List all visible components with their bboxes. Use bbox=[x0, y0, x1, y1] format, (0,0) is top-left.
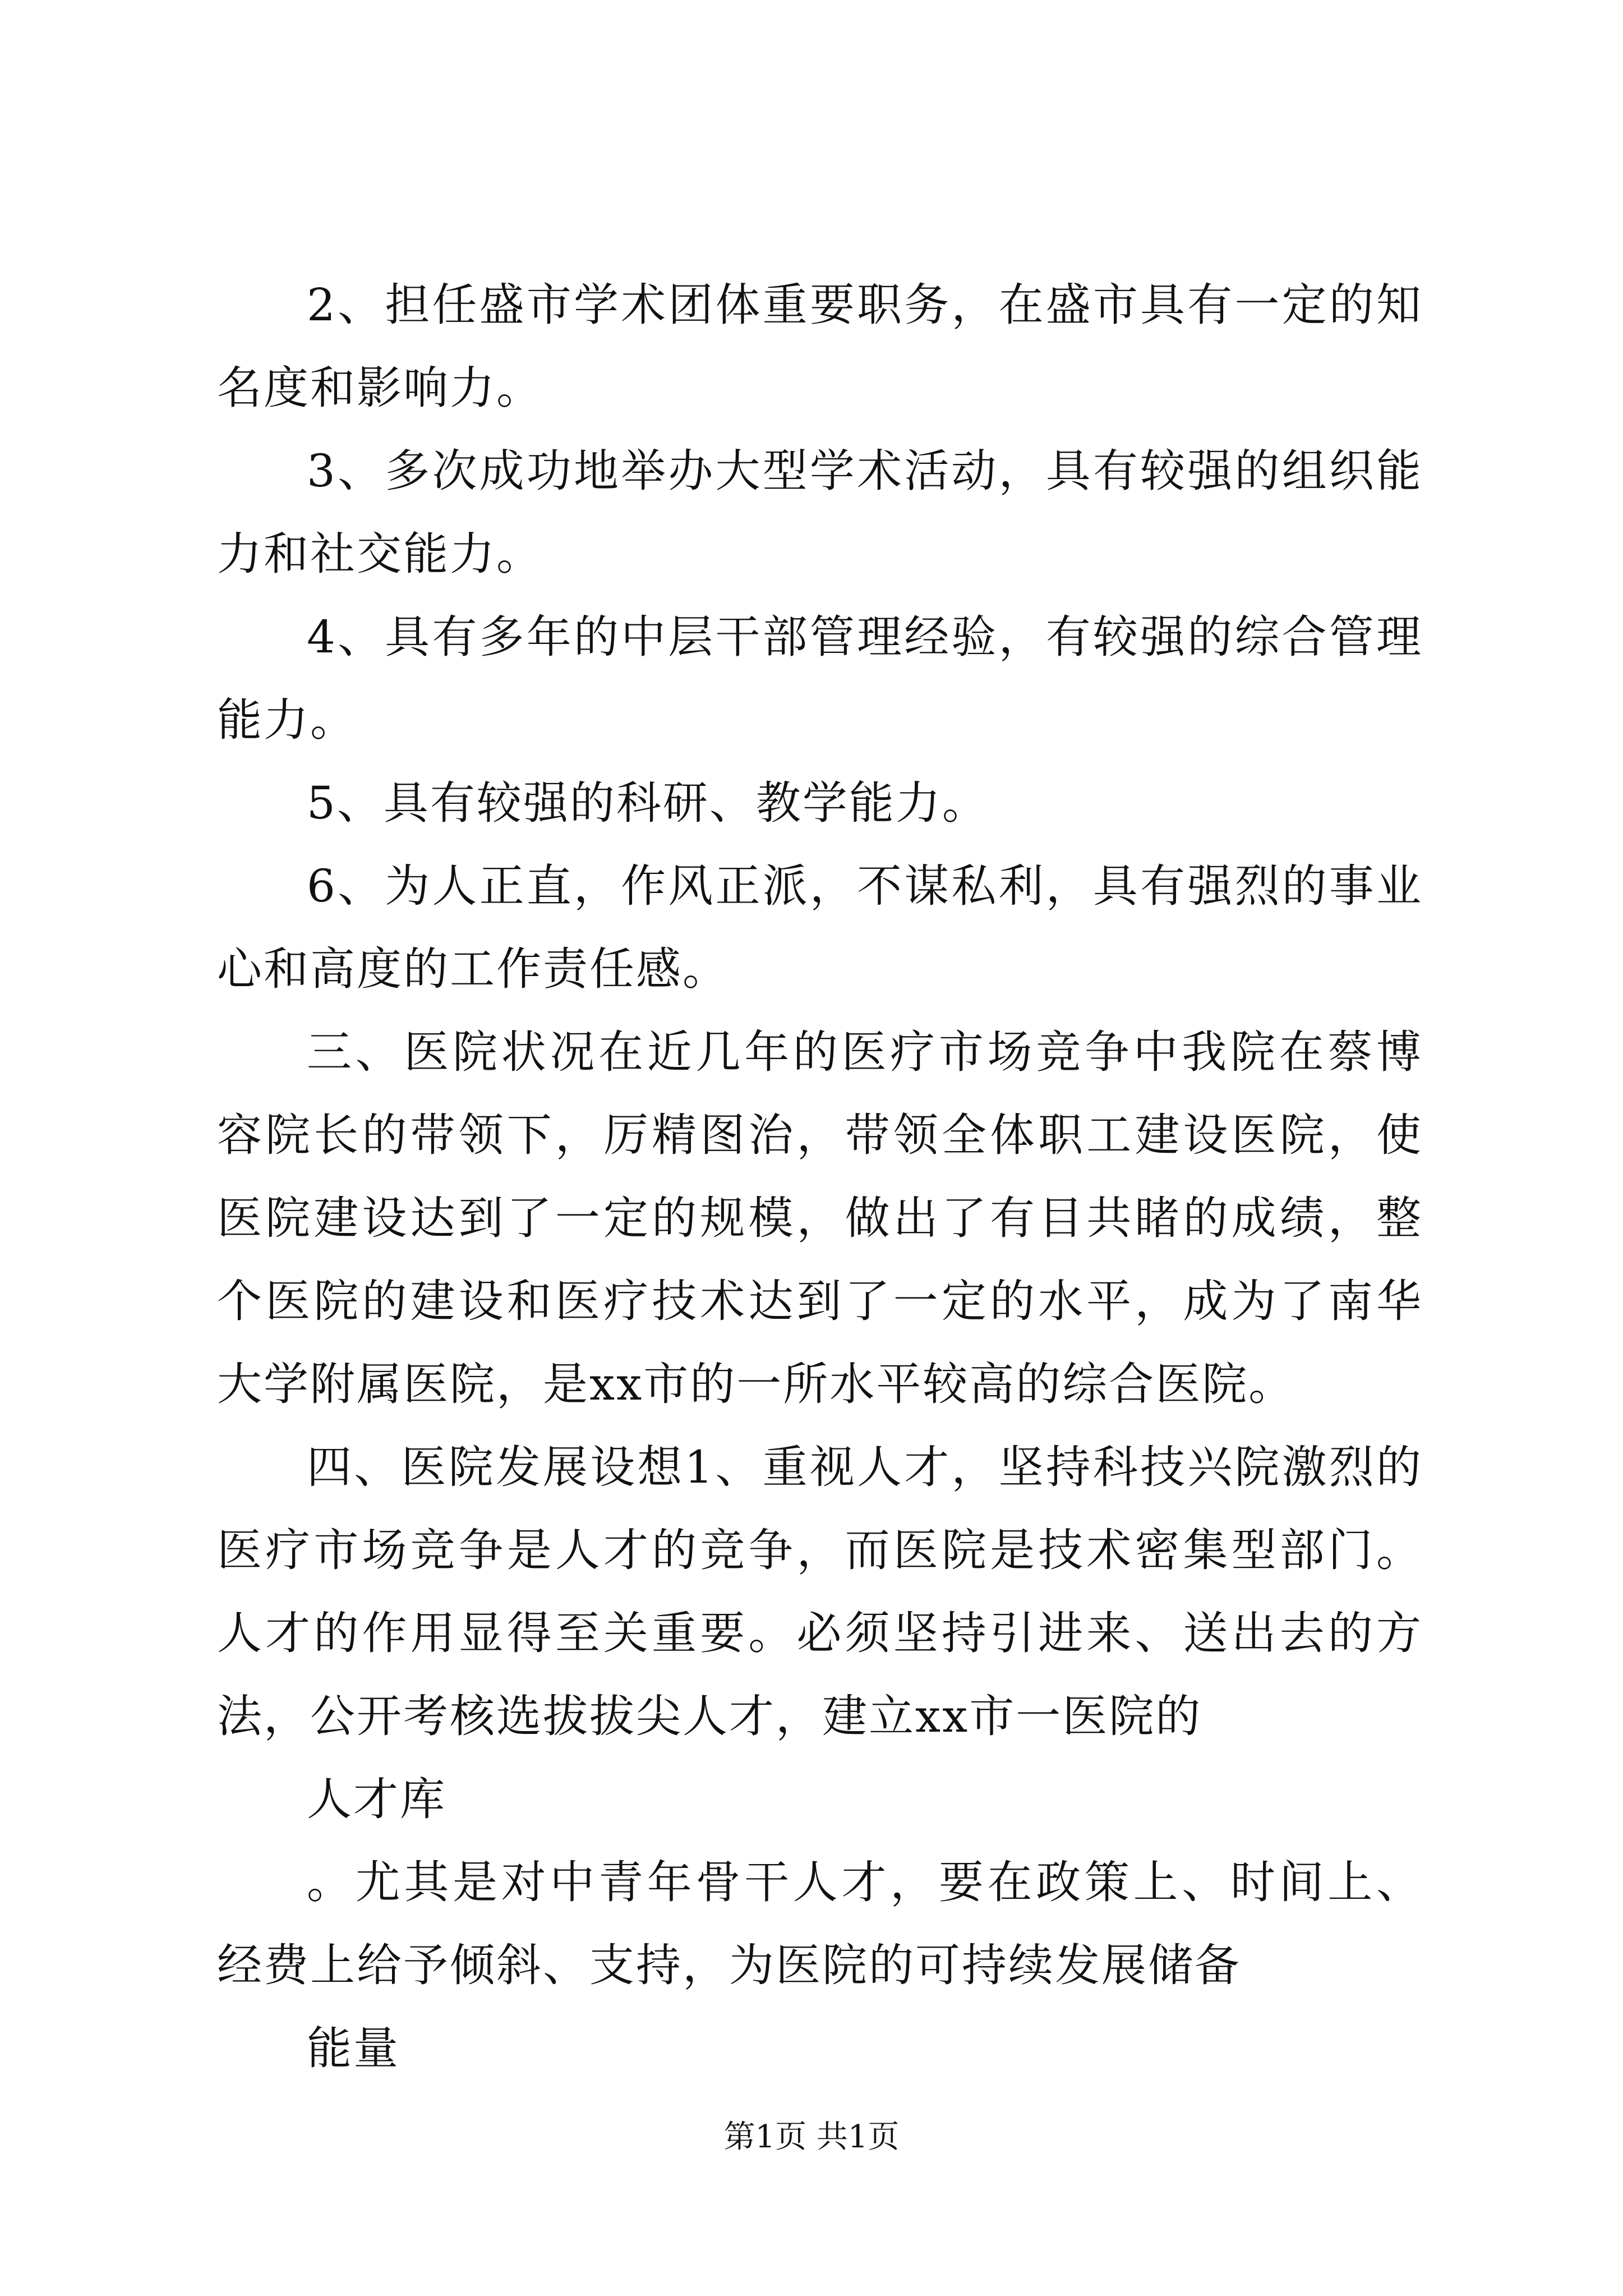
paragraph: 2、担任盛市学术团体重要职务，在盛市具有一定的知名度和影响力。 bbox=[217, 279, 1423, 414]
paragraph: 4、具有多年的中层干部管理经验，有较强的综合管理能力。 bbox=[217, 611, 1423, 746]
paragraph: 3、多次成功地举办大型学术活动，具有较强的组织能力和社交能力。 bbox=[217, 445, 1423, 580]
paragraph: 四、医院发展设想1、重视人才，坚持科技兴院激烈的医疗市场竞争是人才的竞争，而医院是技术密集型部门。人才的作用显得至关重要。必须坚持引进来、送出去的方法，公开考核选拔拔尖人才，建立xx市一医院的 bbox=[217, 1441, 1423, 1742]
paragraph: 6、为人正直，作风正派，不谋私利，具有强烈的事业心和高度的工作责任感。 bbox=[217, 860, 1423, 995]
document-body bbox=[217, 264, 1423, 2090]
paragraph: 三、医院状况在近几年的医疗市场竞争中我院在蔡博容院长的带领下，厉精图治，带领全体职工建设医院，使医院建设达到了一定的规模，做出了有目共睹的成绩，整个医院的建设和医疗技术达到了一定的水平，成为了南华大学附属医院，是xx市的一所水平较高的综合医院。 bbox=[217, 1026, 1423, 1410]
paragraph: 能量 bbox=[307, 2022, 400, 2074]
page-number: 第1页 共1页 bbox=[723, 2119, 900, 2155]
paragraph: 人才库 bbox=[307, 1773, 446, 1825]
paragraph: 。尤其是对中青年骨干人才，要在政策上、时间上、经费上给予倾斜、支持，为医院的可持续发展储备 bbox=[217, 1856, 1423, 1991]
paragraph: 5、具有较强的科研、教学能力。 bbox=[307, 777, 989, 829]
